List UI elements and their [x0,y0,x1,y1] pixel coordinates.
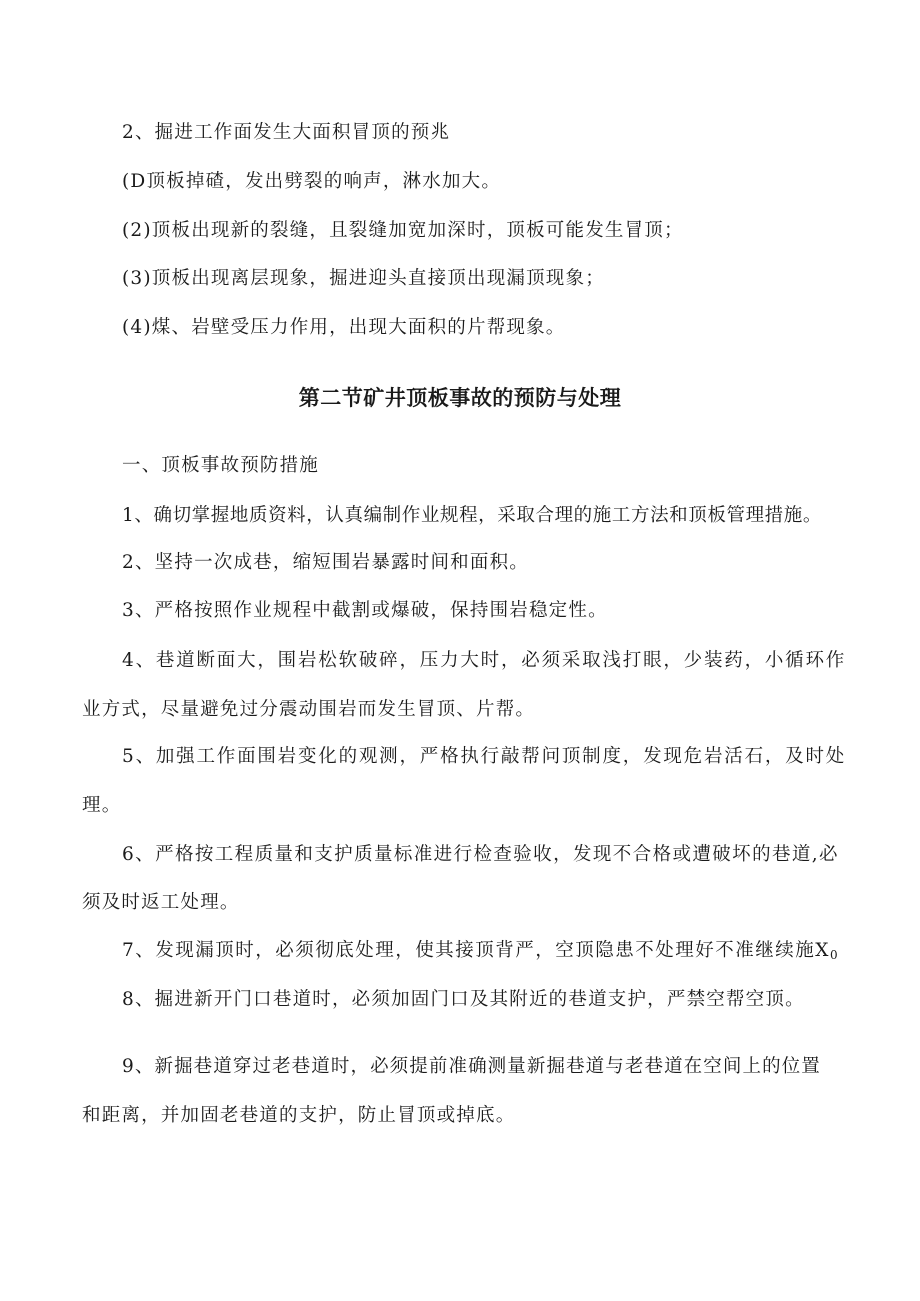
measure-1: 1、确切掌握地质资料，认真编制作业规程，采取合理的施工方法和顶板管理措施。 [122,505,822,526]
warning-sign-item-3: (3)顶板出现离层现象，掘进迎头直接顶出现漏顶现象； [122,268,605,289]
warning-sign-item-1: (D顶板掉碴，发出劈裂的响声，淋水加大。 [122,171,502,192]
measure-3: 3、严格按照作业规程中截割或爆破，保持围岩稳定性。 [122,600,608,621]
measure-9-line-1: 9、新掘巷道穿过老巷道时，必须提前准确测量新掘巷道与老巷道在空间上的位置 [122,1056,821,1077]
measure-8: 8、掘进新开门口巷道时，必须加固门口及其附近的巷道支护，严禁空帮空顶。 [122,989,805,1010]
measure-4-line-1: 4、巷道断面大，围岩松软破碎，压力大时，必须采取浅打眼，少装药，小循环作 [122,650,847,671]
warning-signs-title: 2、掘进工作面发生大面积冒顶的预兆 [122,122,451,143]
measure-5-line-2: 理。 [82,795,122,816]
measure-6-line-1: 6、严格按工程质量和支护质量标准进行检查验收，发现不合格或遭破坏的巷道,必 [122,844,839,865]
measure-6-line-2: 须及时返工处理。 [82,892,240,913]
measure-7-text: 7、发现漏顶时，必须彻底处理，使其接顶背严，空顶隐患不处理好不准继续施 [122,940,816,961]
measure-7-subscript: 0 [829,948,838,962]
warning-sign-item-2: (2)顶板出现新的裂缝，且裂缝加宽加深时，顶板可能发生冒顶； [122,220,684,241]
measure-5-line-1: 5、加强工作面围岩变化的观测，严格执行敲帮问顶制度，发现危岩活石，及时处 [122,746,847,767]
measure-2: 2、坚持一次成巷，缩短围岩暴露时间和面积。 [122,552,529,573]
measure-7-tail: X [815,940,830,961]
section-subheading: 一、顶板事故预防措施 [122,455,320,476]
warning-sign-item-4: (4)煤、岩壁受压力作用，出现大面积的片帮现象。 [122,317,566,338]
measure-9-line-2: 和距离，并加固老巷道的支护，防止冒顶或掉底。 [82,1105,516,1126]
section-heading: 第二节矿井顶板事故的预防与处理 [298,386,622,410]
measure-7 [122,938,838,968]
measure-4-line-2: 业方式，尽量避免过分震动围岩而发生冒顶、片帮。 [82,699,536,720]
